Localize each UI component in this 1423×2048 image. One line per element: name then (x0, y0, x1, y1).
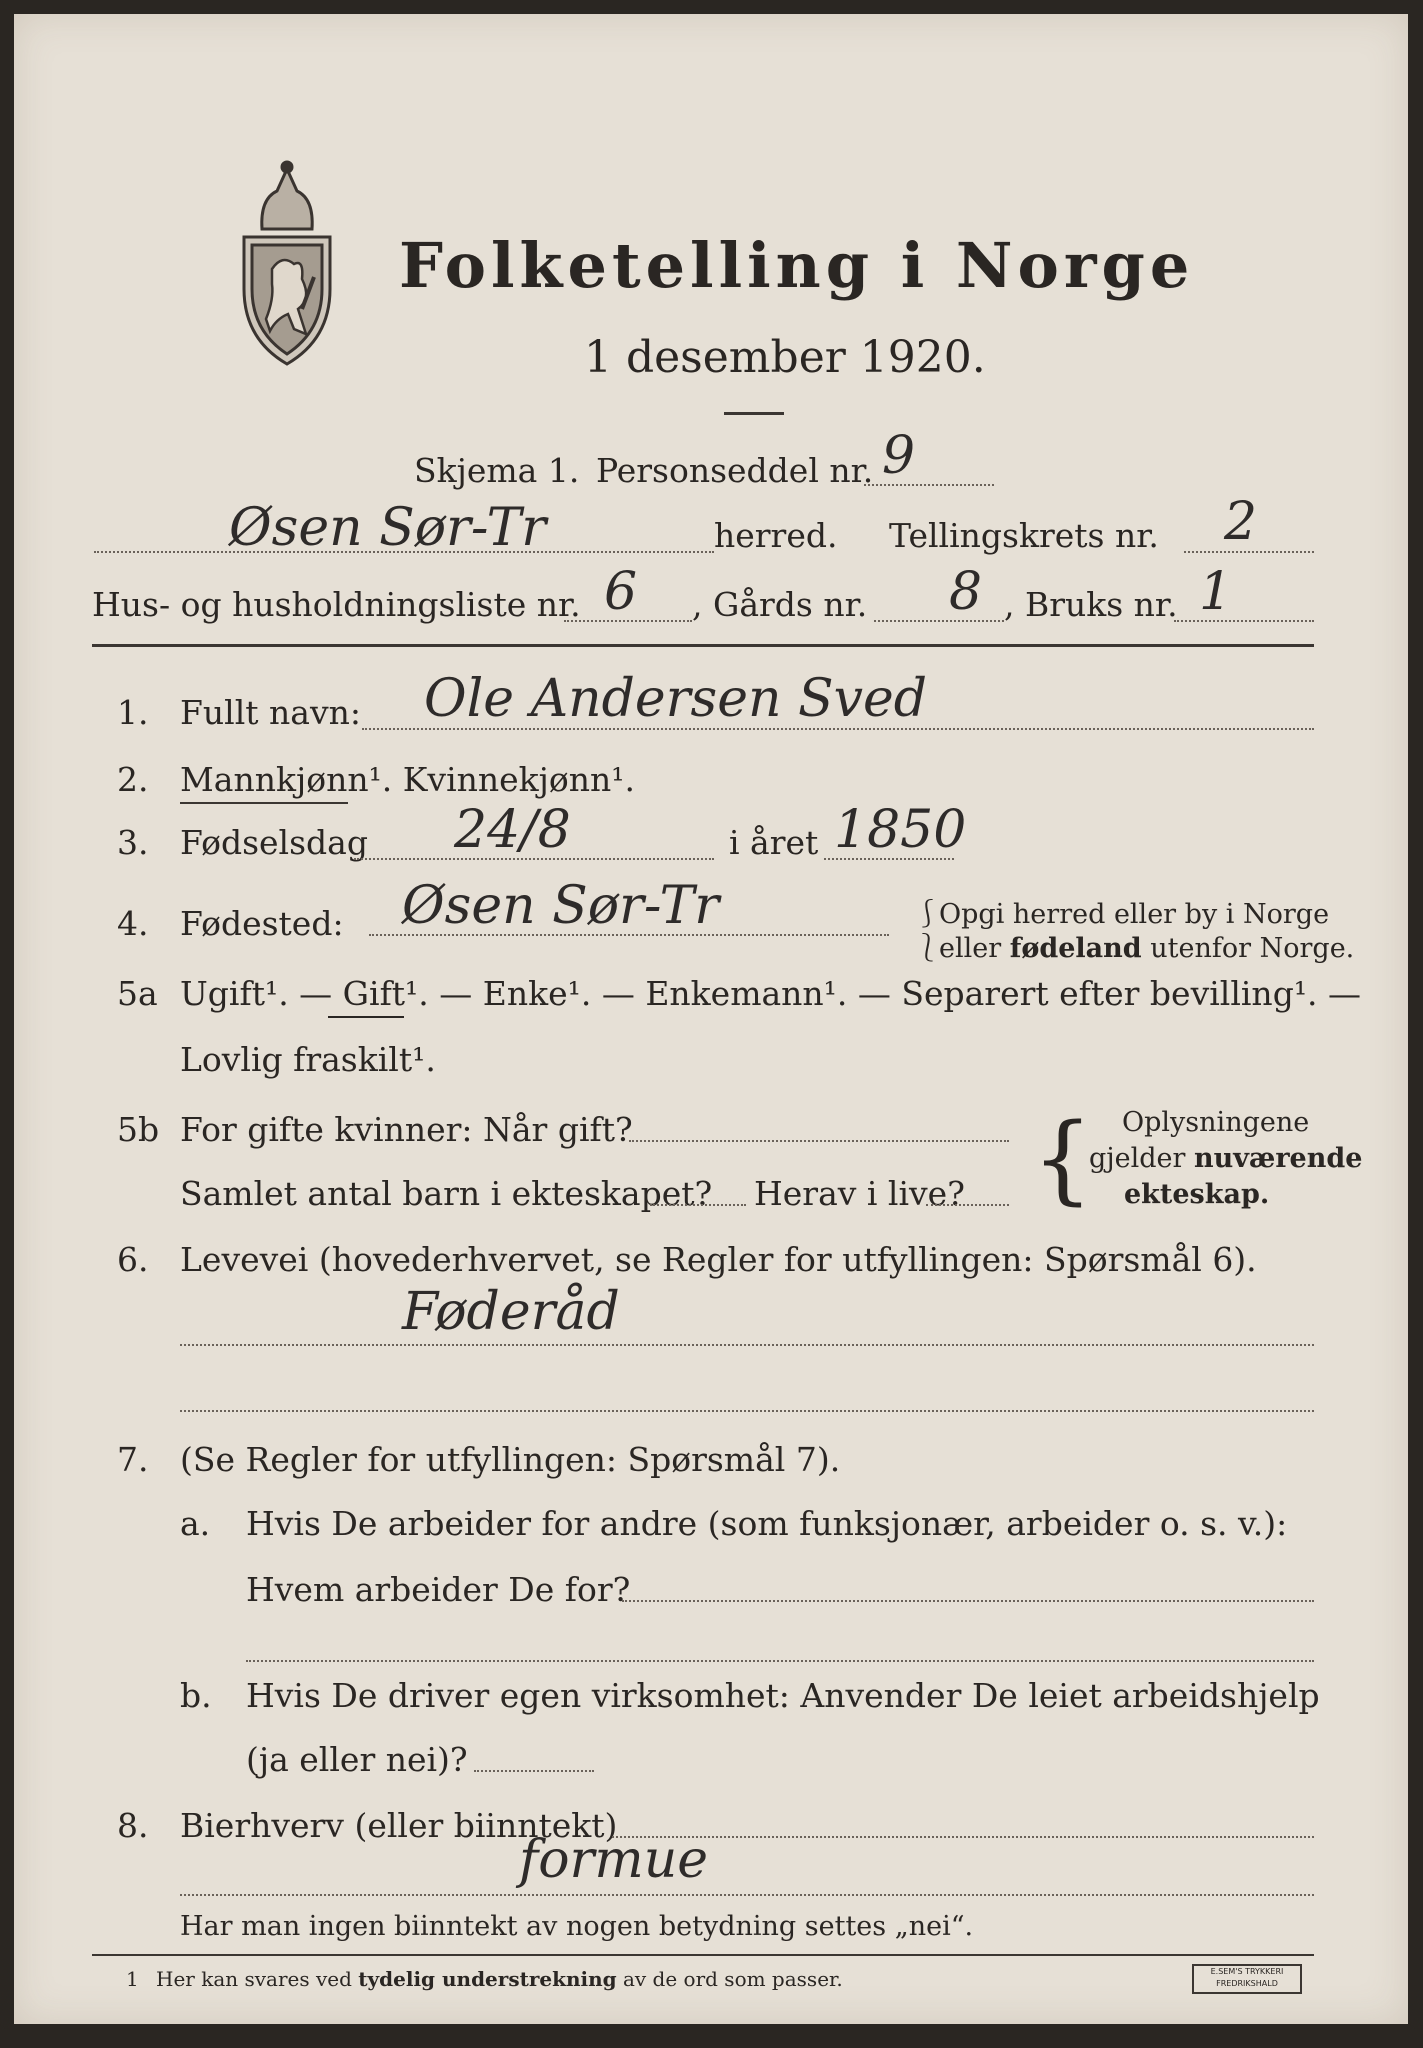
q7b-line2: (ja eller nei)? (246, 1740, 468, 1779)
q7b-line (474, 1770, 594, 1772)
q6-line2 (180, 1410, 1314, 1412)
q6-value[interactable]: Føderåd (402, 1282, 620, 1342)
printer-stamp-line2: FREDRIKSHALD (1216, 1979, 1278, 1988)
q7-number: 7. (117, 1440, 149, 1479)
q3-label: Fødselsdag (180, 823, 368, 862)
q4-note-line1: Opgi herred eller by i Norge (939, 899, 1330, 930)
q5b-line2b: Herav i live? (754, 1174, 965, 1213)
q1-label: Fullt navn: (180, 693, 361, 732)
q5a-number: 5a (117, 974, 158, 1013)
q5b-note-brace: { (1032, 1103, 1094, 1215)
gards-label: , Gårds nr. (692, 585, 868, 624)
q5b-children-line (650, 1204, 746, 1206)
q7a-line-extra (246, 1660, 1314, 1662)
herred-value[interactable]: Øsen Sør-Tr (229, 498, 547, 558)
q4-label: Fødested: (180, 904, 344, 943)
q4-value[interactable]: Øsen Sør-Tr (402, 876, 720, 936)
q7a-line2: Hvem arbeider De for? (246, 1570, 631, 1609)
q2-label: Mannkjønn¹. Kvinnekjønn¹. (180, 760, 635, 799)
q8-number: 8. (117, 1806, 149, 1845)
bruks-label: , Bruks nr. (1004, 585, 1178, 624)
q5b-married-line (629, 1140, 1009, 1142)
q6-number: 6. (117, 1240, 149, 1279)
footnote-text-c: av de ord som passer. (622, 1967, 843, 1991)
q5b-note-line3: ekteskap. (1124, 1179, 1270, 1210)
q4-note-line2 (939, 932, 1354, 966)
q5b-line1: For gifte kvinner: Når gift? (180, 1110, 633, 1149)
q7b-letter: b. (180, 1676, 212, 1715)
q4-number: 4. (117, 904, 149, 943)
personseddel-value[interactable]: 9 (882, 426, 916, 486)
tellingskrets-value[interactable]: 2 (1224, 492, 1258, 552)
q8-label: Bierhverv (eller biinntekt) (180, 1806, 618, 1845)
q2-underline (180, 802, 348, 804)
q7b-line1: Hvis De driver egen virksomhet: Anvender De leiet arbeidshjelp (246, 1676, 1320, 1715)
q7-label: (Se Regler for utfyllingen: Spørsmål 7). (180, 1440, 841, 1479)
q5b-note-line2-b: nuværende (1194, 1143, 1363, 1174)
footnote-text (156, 1966, 843, 1992)
gards-line (874, 620, 1004, 622)
printer-stamp-line1: E.SEM'S TRYKKERI (1210, 1967, 1284, 1976)
bruks-line (1174, 620, 1314, 622)
hus-value[interactable]: 6 (604, 562, 638, 622)
q8-note: Har man ingen biinntekt av nogen betydning settes „nei“. (180, 1911, 974, 1942)
q3-year-value[interactable]: 1850 (834, 800, 967, 860)
q5a-line2: Lovlig fraskilt¹. (180, 1040, 436, 1079)
q4-note-line2-b: fødeland (1009, 933, 1142, 964)
q3-number: 3. (117, 823, 149, 862)
footer-rule (92, 1954, 1314, 1956)
census-form-page (14, 14, 1408, 2024)
q7a-line1: Hvis De arbeider for andre (som funksjonær, arbeider o. s. v.): (246, 1504, 1288, 1543)
q8-line2 (180, 1894, 1314, 1896)
q5a-gift-underline (328, 1016, 404, 1018)
q7a-letter: a. (180, 1504, 211, 1543)
hus-label: Hus- og husholdningsliste nr. (92, 585, 581, 624)
q8-value[interactable]: formue (519, 1830, 708, 1890)
q7a-line (622, 1600, 1314, 1602)
q1-number: 1. (117, 693, 149, 732)
q8-line1 (612, 1836, 1314, 1838)
q5b-note-line1: Oplysningene (1122, 1107, 1310, 1138)
gards-value[interactable]: 8 (949, 562, 983, 622)
footnote-text-b: tydelig understrekning (358, 1967, 617, 1991)
skjema-label: Skjema 1. (414, 451, 580, 490)
q4-note-line2-a: eller (939, 933, 1002, 964)
header-rule (92, 644, 1314, 647)
q5b-number: 5b (117, 1110, 160, 1149)
q5b-note-line2 (1089, 1142, 1362, 1176)
q1-value[interactable]: Ole Andersen Sved (424, 669, 928, 729)
q5b-line2a: Samlet antal barn i ekteskapet? (180, 1174, 713, 1213)
tellingskrets-label: Tellingskrets nr. (889, 516, 1159, 555)
q3-value[interactable]: 24/8 (454, 800, 571, 860)
q5a-line1: Ugift¹. — Gift¹. — Enke¹. — Enkemann¹. — Separert efter bevilling¹. — (180, 974, 1362, 1013)
herred-label: herred. (714, 516, 838, 555)
form-date: 1 desember 1920. (584, 332, 986, 383)
q2-number: 2. (117, 760, 149, 799)
printer-stamp (1192, 1964, 1302, 1994)
q5b-alive-line (926, 1204, 1009, 1206)
footnote-marker: 1 (126, 1967, 139, 1991)
footnote-text-a: Her kan svares ved (156, 1967, 352, 1991)
q6-line1 (180, 1344, 1314, 1346)
q6-label: Levevei (hovederhvervet, se Regler for utfyllingen: Spørsmål 6). (180, 1240, 1257, 1279)
q4-note-brace-bottom: ⎱ (914, 933, 941, 964)
form-title: Folketelling i Norge (399, 229, 1195, 302)
q5b-note-line2-a: gjelder (1089, 1143, 1186, 1174)
q4-note-brace-top: ⎰ (914, 899, 941, 930)
coat-of-arms-icon (232, 159, 342, 369)
personseddel-label: Personseddel nr. (596, 451, 874, 490)
q3-year-label: i året (729, 823, 819, 862)
bruks-value[interactable]: 1 (1199, 562, 1233, 622)
title-divider (724, 412, 784, 415)
q4-note-line2-c: utenfor Norge. (1150, 933, 1355, 964)
